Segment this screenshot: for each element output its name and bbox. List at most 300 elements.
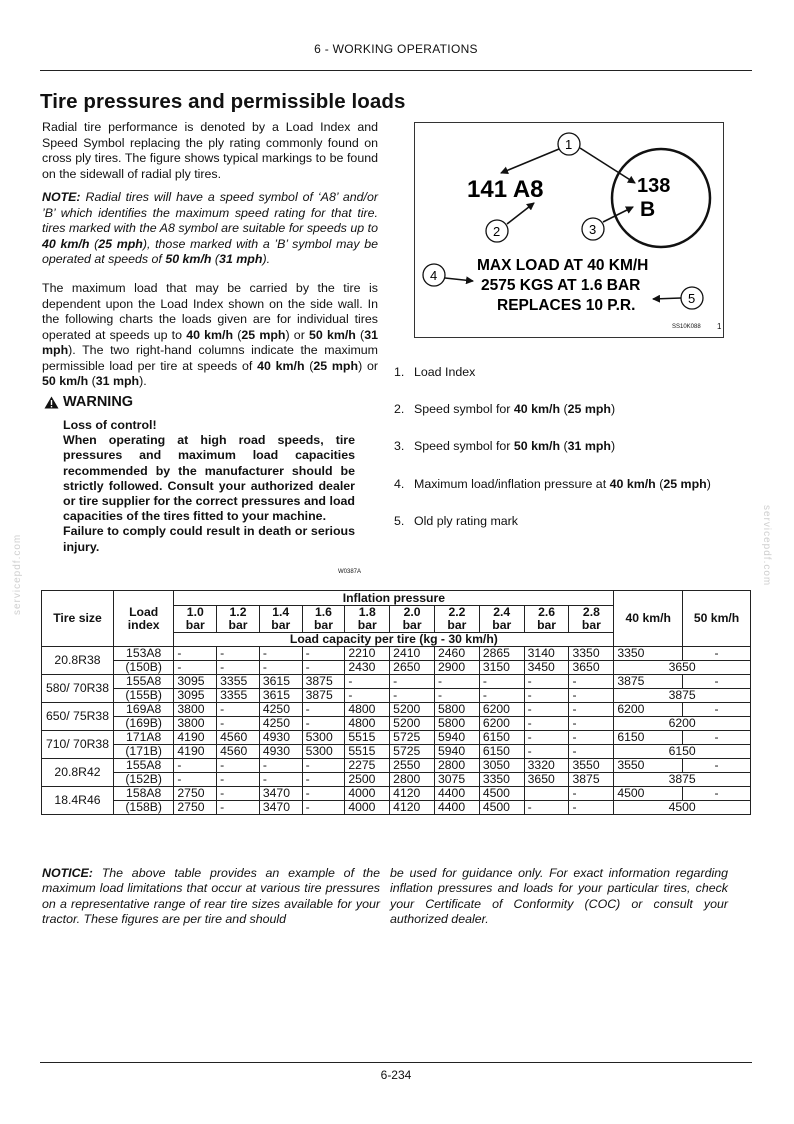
legend-text-part: Old ply rating mark	[414, 513, 518, 528]
load-index-cell: 169A8	[113, 703, 173, 717]
load-value-cell: 5940	[435, 745, 480, 759]
load-value-cell: 3350	[479, 773, 524, 787]
max-load-50-cell: 3875	[614, 689, 751, 703]
pressure-value: 1.6	[315, 605, 332, 619]
load-value-cell: -	[259, 773, 302, 787]
load-value-cell: -	[302, 647, 345, 661]
load-speed: 31 mph	[95, 374, 140, 388]
load-value-cell: 3095	[174, 689, 217, 703]
load-value-cell: 3050	[479, 759, 524, 773]
load-value-cell: 4500	[479, 801, 524, 815]
table-row	[42, 647, 751, 661]
load-value-cell: 3355	[217, 675, 260, 689]
load-text: ) or	[285, 327, 309, 342]
legend-text-part: (	[560, 402, 568, 417]
load-value-cell: -	[174, 773, 217, 787]
load-value-cell: -	[569, 689, 614, 703]
load-value-cell: 5300	[302, 731, 345, 745]
pressure-unit: bar	[271, 618, 291, 632]
load-speed: 31 mph	[42, 327, 378, 357]
warning-heading	[44, 394, 133, 410]
table-row	[42, 717, 751, 731]
footer-rule	[40, 1062, 752, 1063]
max-load-50-cell: 3650	[614, 661, 751, 675]
load-value-cell: 6150	[479, 745, 524, 759]
load-speed-marking: 141 A8	[467, 176, 544, 203]
load-index-cell: (150B)	[113, 661, 173, 675]
legend-item	[394, 514, 724, 529]
legend-text-part: Load Index	[414, 365, 476, 379]
load-speed: 50 km/h	[42, 374, 89, 388]
load-value-cell: -	[345, 675, 390, 689]
warning-triangle-icon	[44, 396, 59, 409]
pressure-value: 1.2	[229, 605, 247, 619]
load-value-cell: -	[569, 801, 614, 815]
pressure-header	[217, 606, 260, 633]
load-value-cell: 4190	[174, 745, 217, 759]
pressure-unit: bar	[313, 618, 333, 632]
load-value-cell: -	[217, 647, 260, 661]
max-load-50-cell: -	[683, 759, 751, 773]
load-value-cell: 3800	[174, 717, 217, 731]
tire-load-table	[41, 590, 751, 815]
load-speed: 40 km/h	[186, 327, 234, 342]
callout-4	[423, 264, 473, 286]
load-value-cell: 3875	[569, 773, 614, 787]
pressure-header	[524, 606, 569, 633]
load-value-cell: 3470	[259, 787, 302, 801]
load-value-cell: -	[174, 661, 217, 675]
load-value-cell: -	[259, 647, 302, 661]
load-speed: 25 mph	[313, 358, 359, 373]
max-load-40-cell: 3550	[614, 759, 683, 773]
load-value-cell: 3140	[524, 647, 569, 661]
load-value-cell: 2430	[345, 661, 390, 675]
legend-number: 3.	[394, 439, 405, 454]
legend-item	[394, 477, 724, 492]
load-value-cell: -	[302, 661, 345, 675]
load-value-cell: -	[524, 675, 569, 689]
load-value-cell: -	[302, 717, 345, 731]
notice-text: The above table provides an example of the maximum load limitations that occur at various tire pressures on a representative range of rear tire sizes available for your tractor. These figures are per tire and should	[42, 866, 380, 926]
load-index-cell: (155B)	[113, 689, 173, 703]
tire-size-cell: 580/ 70R38	[42, 675, 114, 703]
sidewall-marking-illustration	[415, 123, 723, 337]
max-load-40-cell: 4500	[614, 787, 683, 801]
callout-3	[582, 207, 633, 240]
speed-circle	[612, 149, 710, 247]
load-value-cell: -	[217, 801, 260, 815]
load-value-cell: 4500	[479, 787, 524, 801]
note-speed: 50 km/h	[165, 252, 212, 266]
pressure-header	[390, 606, 435, 633]
max-load-line: MAX LOAD AT 40 KM/H	[477, 257, 649, 274]
table-row	[42, 689, 751, 703]
legend-text	[414, 402, 615, 417]
callout-2	[486, 203, 534, 242]
load-value-cell: -	[302, 801, 345, 815]
load-value-cell: 6200	[479, 703, 524, 717]
load-value-cell: -	[569, 745, 614, 759]
load-value-cell: -	[524, 731, 569, 745]
load-value-cell: 5200	[390, 717, 435, 731]
col-40kmh-header: 40 km/h	[614, 591, 683, 647]
max-load-40-cell: 6200	[614, 703, 683, 717]
load-value-cell: 4560	[217, 745, 260, 759]
pressure-header	[479, 606, 524, 633]
legend-text	[414, 365, 475, 380]
pressure-line: 2575 KGS AT 1.6 BAR	[481, 277, 641, 294]
table-row	[42, 759, 751, 773]
load-index-cell: 153A8	[113, 647, 173, 661]
load-index-cell: 155A8	[113, 675, 173, 689]
load-value-cell: -	[217, 661, 260, 675]
pressure-unit: bar	[228, 618, 248, 632]
load-value-cell: 2275	[345, 759, 390, 773]
load-value-cell: 4930	[259, 731, 302, 745]
load-value-cell: 3650	[569, 661, 614, 675]
load-value-cell: 4000	[345, 787, 390, 801]
load-value-cell: -	[217, 787, 260, 801]
load-value-cell: -	[524, 689, 569, 703]
figure-number: 1	[717, 322, 722, 331]
load-value-cell: 3650	[524, 773, 569, 787]
alt-load-marking: 138	[637, 175, 671, 197]
load-speed: 25 mph	[241, 327, 286, 342]
load-value-cell: -	[435, 675, 480, 689]
pressure-header	[302, 606, 345, 633]
load-value-cell: 2750	[174, 801, 217, 815]
legend-text-part: Speed symbol for	[414, 439, 514, 454]
load-text: (	[233, 327, 242, 342]
load-index-cell: 158A8	[113, 787, 173, 801]
load-value-cell: 2900	[435, 661, 480, 675]
tire-size-cell: 18.4R46	[42, 787, 114, 815]
legend-text-part: (	[560, 439, 568, 454]
intro-paragraph: Radial tire performance is denoted by a Load Index and Speed Symbol replacing the ply rating commonly found on cross ply tires. The figure shows typical markings to be found on the sidewall of radial ply tires.	[42, 120, 378, 181]
load-value-cell: 5940	[435, 731, 480, 745]
callout-number: 3	[589, 222, 597, 237]
legend-item	[394, 439, 724, 454]
header-rule	[40, 70, 752, 71]
table-row	[42, 801, 751, 815]
col-50kmh-header: 50 km/h	[683, 591, 751, 647]
max-load-40-cell: 3875	[614, 675, 683, 689]
pressure-header	[174, 606, 217, 633]
load-value-cell: 6200	[479, 717, 524, 731]
legend-number: 4.	[394, 476, 405, 491]
sidewall-figure	[414, 122, 724, 338]
note-speed: 31 mph	[219, 252, 263, 266]
load-value-cell: -	[217, 717, 260, 731]
load-value-cell: 3150	[479, 661, 524, 675]
load-value-cell: -	[174, 759, 217, 773]
load-value-cell: 3470	[259, 801, 302, 815]
legend-speed: 25 mph	[663, 476, 707, 491]
legend-number: 2.	[394, 402, 405, 417]
legend-speed: 50 km/h	[513, 439, 561, 454]
warning-line: Loss of control!	[63, 418, 157, 432]
load-text: The maximum load that may be carried by the tire is dependent upon the Load Index shown on the side wall. In the following charts the loads given are for individual tires operated at speeds up to	[42, 281, 378, 342]
load-value-cell: 2210	[345, 647, 390, 661]
notice-right: be used for guidance only. For exact information regarding inflation pressures and loads for your particular tires, check your Certificate of Conformity (COC) or consult your authorized dealer.	[390, 866, 728, 926]
figure-legend	[394, 365, 724, 551]
load-speed: 50 km/h	[309, 327, 356, 342]
load-value-cell: -	[174, 647, 217, 661]
legend-text-part: Speed symbol for	[414, 402, 514, 417]
callout-number: 4	[430, 268, 438, 283]
load-value-cell: 2865	[479, 647, 524, 661]
load-value-cell: 4560	[217, 731, 260, 745]
load-value-cell: 5515	[345, 731, 390, 745]
load-index-cell: (158B)	[113, 801, 173, 815]
pressure-value: 2.4	[493, 605, 511, 619]
pressure-value: 2.2	[448, 605, 466, 619]
table-row	[42, 773, 751, 787]
load-value-cell: 3095	[174, 675, 217, 689]
load-paragraph	[42, 281, 378, 390]
callout-number: 2	[493, 224, 501, 239]
load-value-cell: 3800	[174, 703, 217, 717]
load-value-cell: 3615	[259, 675, 302, 689]
note-text: ), those marked with a ’B’ symbol may be operated at speeds of	[42, 236, 378, 266]
load-value-cell: -	[569, 675, 614, 689]
table-row	[42, 675, 751, 689]
max-load-50-cell: -	[683, 731, 751, 745]
alt-speed-marking: B	[640, 198, 656, 221]
warning-title: WARNING	[63, 394, 134, 410]
warning-line: Failure to comply could result in death or serious injury.	[63, 524, 355, 554]
tire-size-cell: 710/ 70R38	[42, 731, 114, 759]
pressure-header	[435, 606, 480, 633]
watermark-right: servicepdf.com	[761, 505, 772, 587]
page-header: 6 - WORKING OPERATIONS	[314, 42, 478, 56]
load-value-cell: 3875	[302, 689, 345, 703]
callout-number: 1	[565, 137, 573, 152]
figure-code: SS10K088	[672, 324, 701, 330]
legend-text-part: )	[611, 402, 616, 417]
load-value-cell: 3355	[217, 689, 260, 703]
load-value-cell: 2410	[390, 647, 435, 661]
load-value-cell: 5800	[435, 703, 480, 717]
load-text: ). The two right-hand columns indicate the maximum permissible load per tire at speeds of	[42, 343, 378, 373]
load-value-cell: -	[217, 759, 260, 773]
load-value-cell: 4120	[390, 801, 435, 815]
ply-rating-line: REPLACES 10 P.R.	[497, 297, 636, 314]
load-value-cell: 2800	[435, 759, 480, 773]
max-load-50-cell: 4500	[614, 801, 751, 815]
legend-text-part: )	[706, 476, 711, 491]
load-value-cell: -	[524, 745, 569, 759]
watermark-left: servicepdf.com	[12, 533, 23, 615]
tire-size-cell: 20.8R42	[42, 759, 114, 787]
load-value-cell: 6150	[479, 731, 524, 745]
pressure-unit: bar	[185, 618, 205, 632]
note-text: Radial tires will have a speed symbol of ‘A8’ and/or ’B’ which identifies the maximum speed rating for that tire. tires marked with the A8 symbol are suitable for speeds up to	[42, 190, 378, 235]
pressure-value: 2.6	[538, 605, 556, 619]
legend-text-part: (	[655, 476, 664, 491]
load-text: (	[304, 358, 314, 373]
warning-body	[63, 418, 355, 555]
load-value-cell: 2550	[390, 759, 435, 773]
load-value-cell: 2750	[174, 787, 217, 801]
capacity-header: Load capacity per tire (kg - 30 km/h)	[174, 633, 614, 647]
pressure-value: 1.8	[358, 605, 376, 619]
load-value-cell: -	[302, 759, 345, 773]
load-value-cell: -	[524, 703, 569, 717]
legend-text	[414, 439, 615, 454]
section-title: Tire pressures and permissible loads	[40, 90, 406, 113]
load-value-cell: 2460	[435, 647, 480, 661]
legend-speed: 40 km/h	[609, 476, 656, 491]
load-value-cell: 5300	[302, 745, 345, 759]
max-load-40-cell: 6150	[614, 731, 683, 745]
load-value-cell: 5515	[345, 745, 390, 759]
load-value-cell: 4000	[345, 801, 390, 815]
pressure-header	[569, 606, 614, 633]
pressure-value: 2.0	[403, 605, 421, 619]
load-value-cell: 5800	[435, 717, 480, 731]
pressure-header	[345, 606, 390, 633]
load-index-header: Load index	[113, 591, 173, 647]
load-text: (	[355, 327, 365, 342]
table-row	[42, 703, 751, 717]
load-value-cell: -	[217, 703, 260, 717]
legend-item	[394, 402, 724, 417]
note-label: NOTE:	[42, 190, 81, 204]
load-index-cell: (169B)	[113, 717, 173, 731]
load-text: ).	[139, 374, 147, 388]
legend-speed: 25 mph	[567, 402, 611, 417]
callout-number: 5	[688, 291, 696, 306]
callout-5	[653, 287, 703, 309]
max-load-50-cell: -	[683, 787, 751, 801]
load-value-cell: 3875	[302, 675, 345, 689]
load-value-cell: -	[390, 689, 435, 703]
load-value-cell: 4800	[345, 703, 390, 717]
legend-text-part: )	[611, 439, 616, 454]
tire-size-cell: 650/ 75R38	[42, 703, 114, 731]
load-value-cell: 3320	[524, 759, 569, 773]
table-body	[42, 647, 751, 815]
load-value-cell: 3350	[569, 647, 614, 661]
load-value-cell: 4250	[259, 717, 302, 731]
load-value-cell: 4120	[390, 787, 435, 801]
max-load-50-cell: -	[683, 703, 751, 717]
load-index-cell: (171B)	[113, 745, 173, 759]
load-value-cell: -	[302, 703, 345, 717]
load-value-cell: 4400	[435, 801, 480, 815]
load-value-cell: -	[524, 717, 569, 731]
load-value-cell: 4400	[435, 787, 480, 801]
load-value-cell: 3615	[259, 689, 302, 703]
max-load-50-cell: 3875	[614, 773, 751, 787]
note-text: ).	[262, 252, 271, 266]
pressure-unit: bar	[492, 618, 512, 632]
load-value-cell: -	[217, 773, 260, 787]
load-value-cell: 2650	[390, 661, 435, 675]
tire-size-cell: 20.8R38	[42, 647, 114, 675]
legend-text-part: Maximum load/inflation pressure at	[414, 476, 610, 491]
max-load-40-cell: 3350	[614, 647, 683, 661]
load-value-cell: -	[345, 689, 390, 703]
pressure-value: 2.8	[582, 605, 600, 619]
max-load-50-cell: 6200	[614, 717, 751, 731]
load-value-cell: -	[259, 759, 302, 773]
load-value-cell: -	[479, 675, 524, 689]
load-value-cell: -	[435, 689, 480, 703]
load-value-cell: 4250	[259, 703, 302, 717]
load-value-cell: 4800	[345, 717, 390, 731]
note-speed: 40 km/h	[42, 236, 90, 251]
table-row	[42, 787, 751, 801]
legend-item	[394, 365, 724, 380]
notice-label: NOTICE:	[42, 866, 93, 880]
warning-code: W0387A	[338, 569, 362, 575]
note-text: (	[211, 252, 220, 266]
load-value-cell: -	[569, 731, 614, 745]
load-value-cell: -	[569, 703, 614, 717]
notice-left	[42, 866, 380, 927]
max-load-50-cell: -	[683, 647, 751, 661]
note-text: (	[89, 236, 99, 251]
table-row	[42, 731, 751, 745]
load-value-cell: -	[390, 675, 435, 689]
legend-number: 1.	[394, 365, 405, 379]
pressure-value: 1.4	[272, 605, 290, 619]
table-row	[42, 661, 751, 675]
warning-line: When operating at high road speeds, tire pressures and maximum load capacities recommended by the manufacturer should be strictly followed. Consult your authorized dealer or tire supplier for the correct pressures and load capacities of the tires fitted to your machine.	[63, 433, 355, 524]
pressure-header	[259, 606, 302, 633]
note-speed: 25 mph	[98, 236, 143, 251]
load-value-cell: 2800	[390, 773, 435, 787]
load-value-cell: 5725	[390, 731, 435, 745]
tire-size-header: Tire size	[42, 591, 114, 647]
legend-text	[414, 477, 711, 492]
load-value-cell: 4190	[174, 731, 217, 745]
load-value-cell: -	[302, 773, 345, 787]
load-text: ) or	[358, 358, 378, 373]
legend-speed: 31 mph	[567, 439, 611, 454]
load-index-cell: 171A8	[113, 731, 173, 745]
load-index-cell: 155A8	[113, 759, 173, 773]
load-value-cell: -	[524, 801, 569, 815]
load-value-cell: -	[302, 787, 345, 801]
page-number: 6-234	[380, 1068, 412, 1082]
note-paragraph	[42, 190, 378, 268]
load-value-cell: 2500	[345, 773, 390, 787]
pressure-unit: bar	[581, 618, 601, 632]
load-value-cell	[524, 787, 569, 801]
load-value-cell: 3550	[569, 759, 614, 773]
pressure-unit: bar	[357, 618, 377, 632]
load-value-cell: 4930	[259, 745, 302, 759]
legend-speed: 40 km/h	[513, 402, 561, 417]
load-value-cell: -	[259, 661, 302, 675]
max-load-50-cell: -	[683, 675, 751, 689]
legend-text	[414, 514, 518, 529]
load-value-cell: 3450	[524, 661, 569, 675]
load-speed: 40 km/h	[257, 358, 305, 373]
load-text: (	[88, 374, 96, 388]
load-value-cell: -	[569, 717, 614, 731]
pressure-unit: bar	[402, 618, 422, 632]
pressure-value: 1.0	[186, 605, 204, 619]
pressure-unit: bar	[447, 618, 467, 632]
load-value-cell: 5200	[390, 703, 435, 717]
load-value-cell: 5725	[390, 745, 435, 759]
load-value-cell: 3075	[435, 773, 480, 787]
